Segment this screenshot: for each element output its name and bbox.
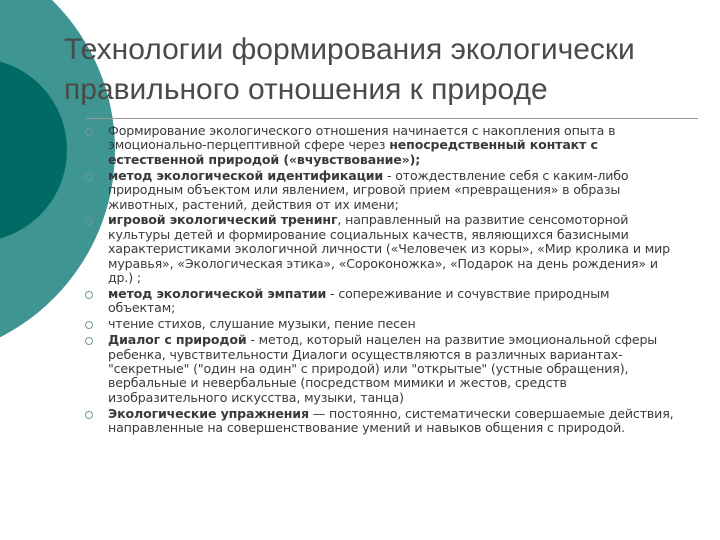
bullet-circle-icon xyxy=(85,337,93,345)
item-text: - отождествление себя с каким-либо природным объектом или явлением, игровой прием «превращения» в образы животных, растений, действия от их имени; xyxy=(108,167,629,212)
item-term: метод экологической идентификации xyxy=(108,167,384,183)
item-text: , направленный на развитие сенсомоторной культуры детей и формирование социальных качеств, являющихся базисными характеристиками экологичной личности («Человечек из коры», «Мир кролика и мир муравья», «Экологическая этика», «Сороконожка», «Подарок на день рождения» и др.) ; xyxy=(108,212,670,286)
list-item xyxy=(86,407,676,436)
item-term: непосредственный контакт с естественной природой («вчувствование»); xyxy=(108,137,598,167)
bullet-circle-icon xyxy=(85,411,93,419)
item-term: метод экологической эмпатии xyxy=(108,285,327,301)
bullet-list xyxy=(86,124,676,437)
item-text: — постоянно, систематически совершаемые действия, направленные на совершенствование умений и навыков общения с природой. xyxy=(108,405,674,436)
list-item xyxy=(86,124,676,167)
bullet-circle-icon xyxy=(85,128,93,136)
bullet-circle-icon xyxy=(85,217,93,225)
bullet-circle-icon xyxy=(85,321,93,329)
bullet-circle-icon xyxy=(85,291,93,299)
item-text: - метод, который нацелен на развитие эмоциональной сферы ребенка, чувствительности Диалоги осуществляются в различных вариантах- "секретные" ("один на один" с природой) или "открытые" (устные обращения), вербальные и невербальные (посредством мимики и жестов, средств изобразительного искусства, музыки, танца) xyxy=(108,332,658,405)
item-term: Экологические упражнения xyxy=(108,405,309,421)
list-item xyxy=(86,317,676,331)
item-text: чтение стихов, слушание музыки, пение песен xyxy=(108,316,416,332)
item-text: - сопереживание и сочувствие природным объектам; xyxy=(108,285,610,316)
list-item xyxy=(86,213,676,285)
list-item xyxy=(86,287,676,316)
slide-title: Технологии формирования экологически правильного отношения к природе xyxy=(64,33,635,106)
item-text: Формирование экологического отношения начинается с накопления опыта в эмоционально-перцептивной сфере через xyxy=(108,123,616,153)
list-item xyxy=(86,333,676,405)
item-term: Диалог с природой xyxy=(108,332,247,348)
bullet-circle-icon xyxy=(85,173,93,181)
title-divider xyxy=(86,118,698,119)
item-term: игровой экологический тренинг xyxy=(108,212,338,228)
list-item xyxy=(86,169,676,212)
